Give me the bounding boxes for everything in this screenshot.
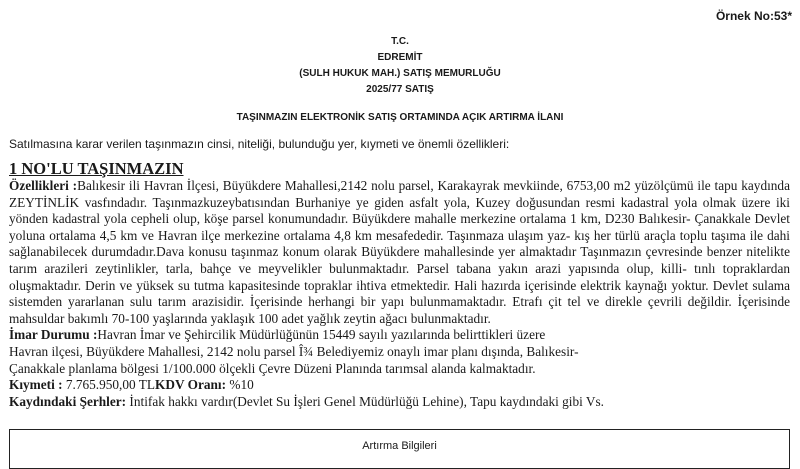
zoning-text-1: Havran İmar ve Şehircilik Müdürlüğünün 15449 sayılı yazılarında belirttikleri üzere <box>97 327 546 343</box>
announcement-title: TAŞINMAZIN ELEKTRONİK SATIŞ ORTAMINDA AÇIK ARTIRMA İLANI <box>236 112 564 123</box>
auction-info-box <box>9 429 790 469</box>
vat-rate: %10 <box>226 377 254 393</box>
encumbrance-label: Kaydındaki Şerhler: <box>9 393 127 409</box>
property-details <box>9 178 790 410</box>
vat-label: KDV Oranı: <box>155 377 227 393</box>
features-label: Özellikleri : <box>9 178 78 193</box>
header-city: EDREMİT <box>377 52 423 63</box>
intro-text: Satılmasına karar verilen taşınmazın cinsi, niteliği, bulunduğu yer, kıymeti ve önemli özellikleri: <box>9 137 510 151</box>
header-office: (SULH HUKUK MAH.) SATIŞ MEMURLUĞU <box>299 68 501 79</box>
property-title: 1 NO'LU TAŞINMAZIN <box>9 159 184 178</box>
value-label: Kıymeti : <box>9 377 63 393</box>
zoning-line-2: Havran ilçesi, Büyükdere Mahallesi, 2142 nolu parsel Î¾ Belediyemiz onaylı imar planı dışında, Balıkesir- <box>9 343 579 359</box>
auction-info-title: Artırma Bilgileri <box>362 440 437 452</box>
value-line <box>9 377 790 394</box>
features-text: Balıkesir ili Havran İlçesi, Büyükdere Mahallesi,2142 nolu parsel, Karakayrak mevkiinde, 6753,00 m2 yüzölçümü ile tapu kaydında ZEYTİNLİK vasfındadır. Taşınmazkuzeybatısından Burhaniye ye giden asfalt yola, Kuzey doğusundan resmi kadastral yola olmak üzere iki yönden kadastral yola cepheli olup, köşe parsel konumundadır. Büyükdere mahalle merkezine ortalama 1 km, D230 Balıkesir- Çanakkale Devlet yoluna ortalama 4,5 km ve Havran ilçe merkezine ortalama 4,8 km mesafededir. Taşınmaza ulaşım yaz- kış her türlü araçla toplu taşıma ile dahi sağlanabilecek durumdadır.Dava konusu taşınmaz konum olarak Büyükdere mahallesinde yer almaktadır Taşınmazın çevresinde benzer nitelikte tarım arazileri zeytinlikler, tarla, bahçe ve meyvelikler bulunmaktadır. Parsel tabana yakın arazi yapısında olup, killi- tınlı topraklardan oluşmaktadır. Derin ve yüksek su tutma kapasitesinde topraklar ihtiva etmektedir. Hali hazırda içerisinde elektrik kaynağı yoktur. Devlet sulama sistemden yararlanan sulu tarım arazisidir. İçerisinde herhangi bir yapı bulunmamaktadır. Etrafı çit tel ve direkle çevrili değildir. İçerisinde mahsuldar bakımlı 70-100 yaşlarında yaklaşık 100 adet yağlık zeytin ağacı bulunmaktadır. <box>9 178 790 326</box>
value-amount: 7.765.950,00 TL <box>62 377 156 393</box>
zoning-line-3: Çanakkale planlama bölgesi 1/100.000 ölçekli Çevre Düzeni Planında tarımsal alanda kalmaktadır. <box>9 360 536 376</box>
header-file-no: 2025/77 SATIŞ <box>366 84 434 95</box>
header-tc: T.C. <box>391 36 409 47</box>
encumbrance-text: İntifak hakkı vardır(Devlet Su İşleri Genel Müdürlüğü Lehine), Tapu kaydındaki gibi Vs. <box>126 393 605 409</box>
zoning-label: İmar Durumu : <box>9 327 98 343</box>
sample-number: Örnek No:53* <box>715 9 792 23</box>
features-paragraph <box>9 178 790 327</box>
zoning-line-1 <box>9 327 790 344</box>
encumbrance-line <box>9 394 790 411</box>
